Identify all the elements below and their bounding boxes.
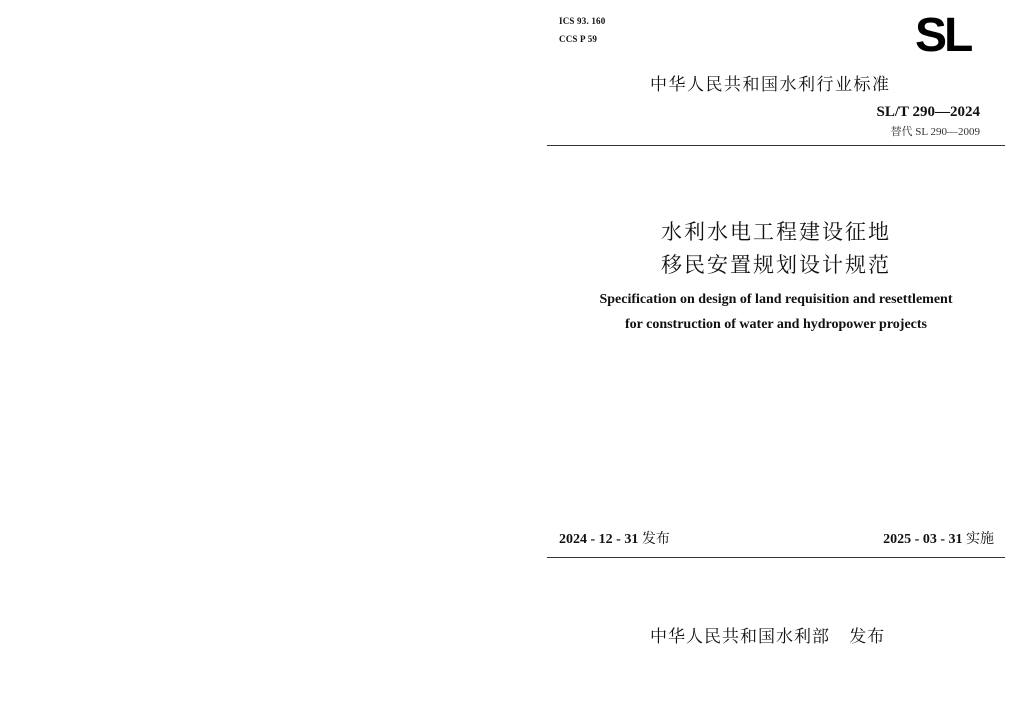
issue-date-value: 2024 - 12 - 31 — [559, 532, 639, 547]
implement-date — [883, 528, 994, 548]
implement-label: 实施 — [966, 531, 994, 547]
industry-standard-label: 中华人民共和国水利行业标准 — [650, 75, 891, 95]
implement-date-value: 2025 - 03 - 31 — [883, 532, 963, 547]
title-cn-line2: 移民安置规划设计规范 — [661, 253, 891, 277]
title-en-line2: for construction of water and hydropower projects — [624, 317, 928, 332]
title-en-line1: Specification on design of land requisition and resettlement — [599, 292, 953, 307]
ccs-code: CCS P 59 — [559, 34, 598, 44]
replaced-standard: 替代 SL 290—2009 — [890, 126, 980, 138]
standard-number: SL/T 290—2024 — [876, 104, 980, 120]
title-cn-line1: 水利水电工程建设征地 — [661, 220, 891, 244]
bottom-divider — [547, 557, 1005, 558]
ics-code: ICS 93. 160 — [559, 16, 606, 26]
ministry-name: 中华人民共和国水利部 — [650, 627, 830, 647]
publish-label: 发布 — [849, 627, 886, 647]
publisher — [650, 622, 885, 647]
top-divider — [547, 145, 1005, 146]
issue-label: 发布 — [641, 531, 670, 547]
issue-date — [559, 528, 670, 548]
sl-logo: SL — [915, 9, 971, 62]
